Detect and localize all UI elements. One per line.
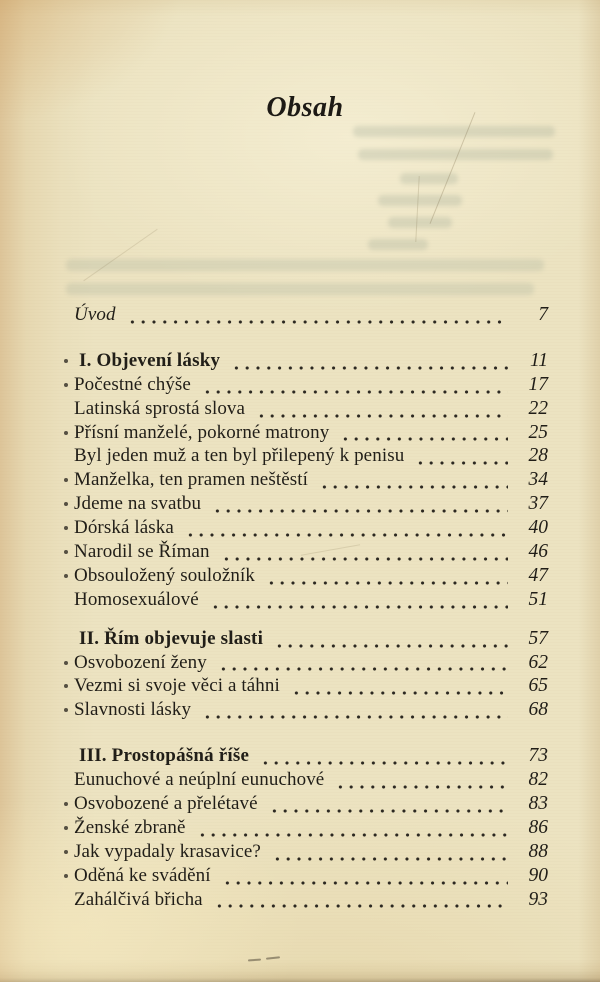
toc-entry — [62, 565, 548, 589]
toc-entry-label: Počestné chýše — [74, 373, 191, 395]
toc-entry-label: II. Řím objevuje slasti — [79, 627, 264, 649]
toc-page-number: 46 — [528, 541, 548, 563]
toc-entry — [62, 493, 548, 517]
dot-leader — [333, 769, 508, 793]
toc-section-chapter-2 — [62, 628, 548, 724]
dot-leader — [289, 675, 508, 699]
toc-page-number: 73 — [528, 745, 548, 767]
dot-leader — [216, 652, 508, 676]
toc-entry — [62, 817, 548, 841]
toc-page-number: 47 — [528, 564, 548, 586]
toc-entry-label: Úvod — [74, 304, 116, 325]
dot-leader — [183, 517, 508, 541]
toc-entry-label: Vezmi si svoje věci a táhni — [74, 675, 280, 697]
toc-entry-label: Eunuchové a neúplní eunuchové — [74, 769, 325, 791]
toc-page-number: 62 — [528, 651, 548, 673]
show-through-text-line — [66, 283, 534, 295]
show-through-text-line — [353, 126, 555, 137]
toc-entry — [62, 865, 548, 889]
toc-entry — [62, 469, 548, 493]
toc-page-number: 25 — [528, 421, 548, 443]
dot-leader — [195, 817, 508, 841]
toc-entry-label: Obsouložený souložník — [74, 564, 255, 586]
dot-leader — [272, 628, 508, 652]
toc-entry — [62, 445, 548, 469]
toc-entry-label: Narodil se Říman — [74, 541, 210, 563]
toc-page-number: 82 — [528, 769, 548, 791]
toc-page-number: 22 — [528, 397, 548, 419]
show-through-text-line — [368, 239, 428, 250]
toc-entry — [62, 350, 548, 374]
toc-entry-label: III. Prostopášná říše — [79, 745, 250, 767]
dot-leader — [338, 422, 508, 446]
scratch-artifact — [83, 229, 157, 281]
toc-entry — [62, 841, 548, 865]
toc-entry — [62, 541, 548, 565]
toc-page-number: 86 — [528, 816, 548, 838]
dot-leader — [317, 469, 508, 493]
toc-page-number: 28 — [528, 445, 548, 467]
toc-section-chapter-1 — [62, 350, 548, 613]
toc-entry — [62, 769, 548, 793]
scratch-artifact — [415, 176, 419, 242]
dot-leader — [125, 304, 508, 328]
show-through-text-line — [66, 259, 544, 271]
toc-page-number: 65 — [528, 675, 548, 697]
toc-page-number: 34 — [528, 469, 548, 491]
dot-leader — [220, 865, 508, 889]
toc — [62, 304, 548, 912]
toc-page-number: 51 — [528, 588, 548, 610]
pencil-smudge — [266, 956, 280, 959]
toc-entry-label: Přísní manželé, pokorné matrony — [74, 421, 330, 443]
dot-leader — [212, 889, 508, 913]
toc-entry — [62, 793, 548, 817]
dot-leader — [267, 793, 508, 817]
toc-entry-label: Homosexuálové — [74, 588, 199, 610]
toc-entry-label: Ženské zbraně — [74, 816, 186, 838]
toc-page-number: 17 — [528, 373, 548, 395]
toc-page-number: 40 — [528, 517, 548, 539]
toc-entry — [62, 517, 548, 541]
toc-section-chapter-3 — [62, 745, 548, 912]
page-title: Obsah — [266, 92, 344, 123]
dot-leader — [270, 841, 508, 865]
toc-section-intro — [62, 304, 548, 328]
toc-entry — [62, 422, 548, 446]
toc-page-number: 57 — [528, 627, 548, 649]
pencil-smudge — [248, 959, 261, 962]
dot-leader — [413, 445, 508, 469]
dot-leader — [219, 541, 508, 565]
dot-leader — [254, 398, 508, 422]
toc-entry-label: Jak vypadaly krasavice? — [74, 840, 261, 862]
toc-entry — [62, 374, 548, 398]
toc-entry-label: Jdeme na svatbu — [74, 493, 202, 515]
toc-entry-label: I. Objevení lásky — [79, 349, 221, 371]
toc-page-number: 11 — [529, 349, 548, 371]
toc-entry-label: Zahálčivá břicha — [74, 888, 203, 910]
toc-entry-label: Byl jeden muž a ten byl přilepený k penisu — [74, 445, 405, 467]
dot-leader — [229, 350, 508, 374]
toc-page-number: 90 — [528, 864, 548, 886]
toc-page-number: 88 — [528, 840, 548, 862]
toc-entry — [62, 398, 548, 422]
toc-entry — [62, 889, 548, 913]
dot-leader — [258, 745, 508, 769]
toc-entry — [62, 652, 548, 676]
toc-entry — [62, 589, 548, 613]
dot-leader — [208, 589, 508, 613]
toc-page-number: 93 — [528, 888, 548, 910]
dot-leader — [200, 374, 508, 398]
toc-entry-label: Osvobozené a přelétavé — [74, 793, 258, 815]
toc-entry-label: Latinská sprostá slova — [74, 397, 246, 419]
dot-leader — [200, 699, 508, 723]
toc-entry — [62, 628, 548, 652]
toc-entry — [62, 675, 548, 699]
toc-page-number: 83 — [528, 793, 548, 815]
toc-entry-label: Manželka, ten pramen neštěstí — [74, 469, 308, 491]
dot-leader — [210, 493, 508, 517]
dot-leader — [264, 565, 508, 589]
show-through-text-line — [388, 217, 452, 228]
toc-entry — [62, 699, 548, 723]
toc-entry — [62, 304, 548, 328]
toc-entry-label: Dórská láska — [74, 517, 174, 539]
toc-page-number: 37 — [528, 493, 548, 515]
toc-page-number: 7 — [538, 304, 548, 325]
toc-entry — [62, 745, 548, 769]
toc-entry-label: Oděná ke svádění — [74, 864, 211, 886]
toc-page-number: 68 — [528, 699, 548, 721]
toc-entry-label: Osvobození ženy — [74, 651, 207, 673]
show-through-text-line — [378, 195, 462, 206]
toc-entry-label: Slavnosti lásky — [74, 699, 192, 721]
